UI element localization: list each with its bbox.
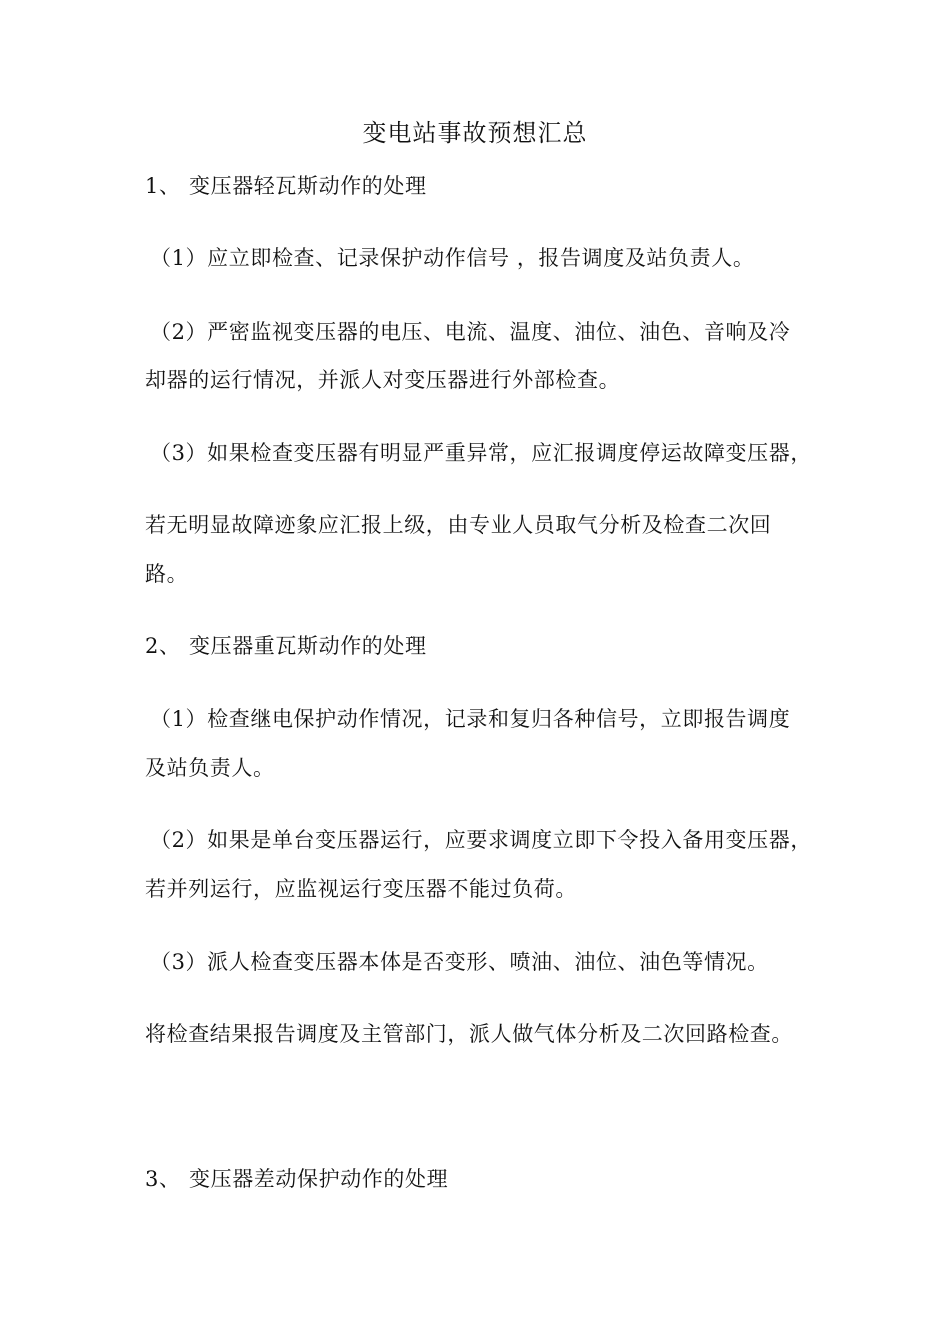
section-heading-1 (145, 172, 427, 200)
section-heading-2 (145, 632, 427, 660)
section-heading-text: 变压器轻瓦斯动作的处理 (189, 174, 427, 198)
section-heading-text: 变压器重瓦斯动作的处理 (189, 634, 427, 658)
paragraph-line: 将检查结果报告调度及主管部门，派人做气体分析及二次回路检查。 (145, 1022, 793, 1046)
paragraph-line: 若并列运行，应监视运行变压器不能过负荷。 (145, 877, 577, 901)
section-heading-text: 变压器差动保护动作的处理 (189, 1167, 449, 1191)
section-number: 3、 (145, 1167, 181, 1191)
paragraph-line: 却器的运行情况，并派人对变压器进行外部检查。 (145, 368, 621, 392)
document-title: 变电站事故预想汇总 (362, 119, 588, 147)
paragraph-line: （3）派人检查变压器本体是否变形、喷油、油位、油色等情况。 (150, 950, 769, 974)
paragraph-line: 路。 (145, 562, 189, 586)
section-number: 1、 (145, 174, 181, 198)
section-heading-3 (145, 1165, 448, 1193)
paragraph-line: 及站负责人。 (145, 756, 275, 780)
paragraph-line: （1）检查继电保护动作情况，记录和复归各种信号，立即报告调度 (150, 707, 791, 731)
paragraph-line: （3）如果检查变压器有明显严重异常，应汇报调度停运故障变压器， (150, 441, 812, 465)
paragraph-line: 若无明显故障迹象应汇报上级，由专业人员取气分析及检查二次回 (145, 513, 772, 537)
section-number: 2、 (145, 634, 181, 658)
paragraph-line: （2）严密监视变压器的电压、电流、温度、油位、油色、音响及冷 (150, 320, 791, 344)
paragraph-line: （1）应立即检查、记录保护动作信号 ，报告调度及站负责人。 (150, 246, 755, 270)
paragraph-line: （2）如果是单台变压器运行，应要求调度立即下令投入备用变压器， (150, 828, 812, 852)
